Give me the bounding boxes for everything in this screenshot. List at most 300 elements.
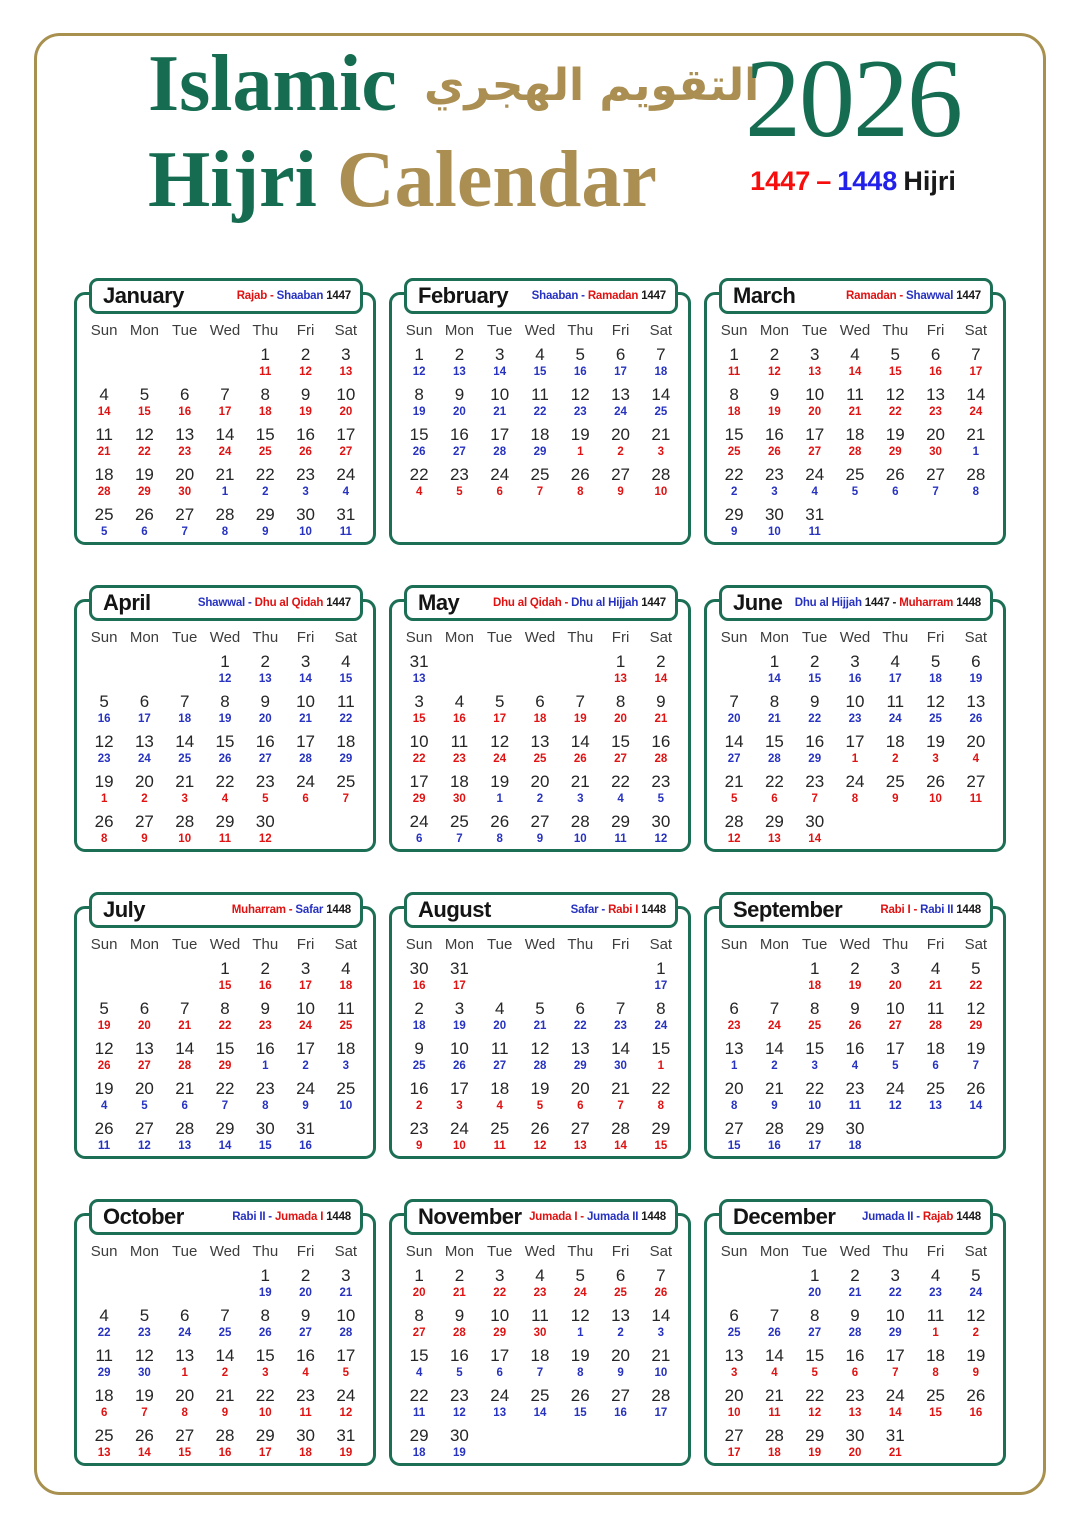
gregorian-date: 20: [134, 772, 154, 791]
gregorian-date: 10: [449, 1039, 469, 1058]
hijri-date: 8: [730, 1100, 738, 1112]
month-days-table: [399, 936, 681, 1158]
hijri-month-part: 1447: [956, 290, 981, 302]
hijri-date: 25: [218, 1327, 232, 1339]
hijri-date: 26: [969, 713, 983, 725]
day-cell: [165, 998, 205, 1038]
day-cell: [480, 771, 520, 811]
day-cell: [754, 464, 794, 504]
gregorian-date: 20: [134, 1079, 154, 1098]
gregorian-date: 14: [651, 385, 671, 404]
hijri-date: 18: [654, 366, 668, 378]
day-cell: [399, 1265, 439, 1305]
gregorian-date: 16: [296, 425, 315, 444]
gregorian-date: 17: [336, 1346, 356, 1365]
day-cell: [641, 464, 681, 504]
day-cell: [875, 1265, 915, 1305]
gregorian-date: 4: [890, 652, 900, 671]
day-cell: [560, 384, 600, 424]
gregorian-date: 9: [850, 999, 860, 1018]
gregorian-date: 15: [651, 1039, 671, 1058]
hijri-date: 27: [808, 446, 822, 458]
day-cell: [641, 811, 681, 851]
hijri-date: 14: [614, 1140, 627, 1152]
hijri-date: 2: [221, 1367, 229, 1379]
gregorian-date: 12: [966, 999, 986, 1018]
month-hijri-label: [195, 597, 351, 609]
day-cell: [754, 384, 794, 424]
gregorian-date: 29: [215, 1119, 235, 1138]
hijri-date: 23: [848, 713, 862, 725]
weekday-fri: Fri: [296, 629, 315, 646]
hijri-date: 29: [533, 446, 547, 458]
hijri-date: 21: [929, 980, 942, 992]
day-cell: [326, 1078, 366, 1118]
weekday-mon: Mon: [759, 629, 790, 646]
hijri-date: 2: [892, 753, 899, 765]
day-cell: [439, 344, 479, 384]
day-cell: [399, 1305, 439, 1345]
gregorian-date: 15: [215, 732, 235, 751]
month-tab: [404, 278, 678, 314]
hijri-date: 4: [771, 1367, 778, 1379]
hijri-date: 28: [453, 1327, 466, 1339]
gregorian-date: 29: [805, 1426, 825, 1445]
gregorian-date: 13: [724, 1346, 744, 1365]
hijri-date: 23: [573, 406, 587, 418]
day-cell: [915, 504, 955, 544]
hijri-date: 29: [339, 753, 353, 765]
hijri-date: 30: [138, 1367, 151, 1379]
hijri-date: 14: [97, 406, 111, 418]
gregorian-date: 5: [99, 692, 109, 711]
day-cell: [560, 651, 600, 691]
hijri-month-part: Ramadan -: [846, 290, 904, 302]
gregorian-date: 9: [850, 1306, 860, 1325]
hijri-date: 24: [138, 753, 151, 765]
hijri-date: 19: [453, 1020, 466, 1032]
gregorian-date: 4: [930, 1266, 941, 1285]
hijri-month-part: 1448: [956, 1211, 981, 1223]
weekday-tue: Tue: [487, 1243, 513, 1260]
day-cell: [84, 691, 124, 731]
hijri-date: 17: [493, 713, 507, 725]
day-cell: [714, 1038, 754, 1078]
gregorian-date: 22: [805, 1386, 825, 1405]
day-cell: [956, 1265, 996, 1305]
day-cell: [245, 504, 285, 544]
gregorian-date: 25: [336, 772, 356, 791]
day-cell: [600, 958, 640, 998]
hijri-date: 4: [496, 1100, 503, 1112]
gregorian-date: 20: [724, 1079, 744, 1098]
weekday-mon: Mon: [444, 629, 475, 646]
day-cell: [754, 1385, 794, 1425]
gregorian-date: 14: [764, 1346, 784, 1365]
hijri-date: 10: [727, 1407, 741, 1419]
gregorian-date: 17: [885, 1346, 905, 1365]
weekday-wed: Wed: [209, 629, 241, 646]
day-cell: [956, 464, 996, 504]
gregorian-date: 11: [531, 1306, 549, 1325]
gregorian-date: 20: [926, 425, 945, 444]
day-cell: [326, 1038, 366, 1078]
calendar-grid: [74, 283, 1006, 1466]
hijri-date: 25: [258, 446, 272, 458]
gregorian-date: 13: [570, 1039, 590, 1058]
day-cell: [480, 731, 520, 771]
hijri-date: 5: [811, 1367, 818, 1379]
gregorian-date: 30: [449, 1426, 469, 1445]
hijri-date: 20: [614, 713, 627, 725]
day-cell: [205, 1425, 245, 1465]
weekday-tue: Tue: [487, 322, 513, 339]
gregorian-date: 10: [409, 732, 429, 751]
hijri-date: 24: [768, 1020, 781, 1032]
day-cell: [165, 731, 205, 771]
month-name: April: [103, 590, 151, 615]
hijri-date: 27: [493, 1060, 507, 1072]
day-cell: [956, 1345, 996, 1385]
hijri-date: 1: [181, 1367, 188, 1379]
day-cell: [714, 384, 754, 424]
day-cell: [84, 998, 124, 1038]
hijri-date: 27: [453, 446, 466, 458]
hijri-date: 16: [614, 1407, 627, 1419]
hijri-date: 15: [888, 366, 902, 378]
gregorian-date: 26: [926, 772, 945, 791]
day-cell: [326, 1305, 366, 1345]
hijri-month-part: 1448: [956, 904, 981, 916]
hijri-date: 11: [768, 1407, 781, 1419]
hijri-date: 8: [972, 486, 980, 498]
hijri-date: 10: [258, 1407, 272, 1419]
hijri-date: 19: [339, 1447, 353, 1459]
hijri-date: 12: [533, 1140, 547, 1152]
weekday-mon: Mon: [444, 322, 475, 339]
day-cell: [480, 691, 520, 731]
gregorian-date: 24: [805, 465, 825, 484]
day-cell: [560, 811, 600, 851]
gregorian-date: 13: [134, 732, 154, 751]
hijri-date: 22: [888, 406, 902, 418]
day-cell: [84, 1425, 124, 1465]
day-cell: [714, 958, 754, 998]
gregorian-date: 21: [175, 1079, 195, 1098]
day-cell: [714, 424, 754, 464]
hijri-date: 6: [302, 793, 309, 805]
weekday-sun: Sun: [90, 629, 118, 646]
hijri-date: 18: [412, 1447, 426, 1459]
day-cell: [714, 1305, 754, 1345]
day-cell: [124, 344, 164, 384]
hijri-date: 20: [299, 1287, 312, 1299]
day-cell: [714, 1078, 754, 1118]
gregorian-date: 10: [336, 385, 356, 404]
gregorian-date: 21: [651, 1346, 671, 1365]
gregorian-date: 16: [255, 1039, 275, 1058]
day-cell: [875, 731, 915, 771]
day-cell: [165, 1265, 205, 1305]
hijri-date: 21: [888, 1447, 902, 1459]
weekday-thu: Thu: [882, 1243, 909, 1260]
weekday-thu: Thu: [882, 936, 909, 953]
hijri-date: 8: [496, 833, 503, 845]
gregorian-date: 27: [530, 812, 550, 831]
day-cell: [124, 651, 164, 691]
gregorian-date: 21: [175, 772, 195, 791]
hijri-date: 14: [533, 1407, 547, 1419]
gregorian-date: 14: [651, 1306, 671, 1325]
day-cell: [875, 998, 915, 1038]
gregorian-date: 1: [656, 959, 666, 978]
day-cell: [641, 1425, 681, 1465]
day-cell: [956, 424, 996, 464]
weekday-wed: Wed: [209, 936, 241, 953]
day-cell: [480, 1265, 520, 1305]
hijri-date: 21: [768, 713, 781, 725]
hijri-date: 24: [969, 1287, 983, 1299]
gregorian-date: 11: [490, 1039, 509, 1058]
gregorian-date: 24: [885, 1079, 905, 1098]
day-cell: [480, 958, 520, 998]
day-cell: [915, 998, 955, 1038]
gregorian-date: 9: [809, 692, 820, 711]
hijri-month-part: 1448: [956, 597, 981, 609]
gregorian-date: 22: [805, 1079, 825, 1098]
hijri-date: 26: [97, 1060, 111, 1072]
day-cell: [520, 691, 560, 731]
gregorian-date: 8: [615, 692, 626, 711]
gregorian-date: 26: [490, 812, 510, 831]
day-cell: [956, 504, 996, 544]
day-cell: [165, 344, 205, 384]
hijri-date: 5: [730, 793, 738, 805]
hijri-date: 14: [768, 673, 781, 685]
day-cell: [795, 771, 835, 811]
hijri-date: 23: [97, 753, 111, 765]
weekday-tue: Tue: [487, 936, 513, 953]
gregorian-date: 5: [575, 1266, 585, 1285]
month-days-table: [399, 322, 681, 504]
hijri-date: 10: [299, 526, 312, 538]
gregorian-date: 10: [845, 692, 865, 711]
gregorian-date: 1: [220, 959, 230, 978]
hijri-date: 8: [100, 833, 108, 845]
gregorian-date: 16: [845, 1346, 865, 1365]
day-cell: [439, 464, 479, 504]
gregorian-date: 19: [490, 772, 510, 791]
hijri-date: 27: [412, 1327, 426, 1339]
day-cell: [165, 1345, 205, 1385]
day-cell: [399, 344, 439, 384]
day-cell: [835, 1425, 875, 1465]
day-cell: [520, 958, 560, 998]
hijri-date: 23: [929, 406, 942, 418]
hijri-date: 29: [493, 1327, 507, 1339]
gregorian-date: 4: [535, 1266, 545, 1285]
hijri-date: 19: [97, 1020, 111, 1032]
hijri-month-part: Dhu al Hijjah: [571, 597, 639, 609]
day-cell: [165, 1425, 205, 1465]
gregorian-date: 27: [724, 1426, 744, 1445]
hijri-date: 17: [969, 366, 983, 378]
weekday-fri: Fri: [926, 629, 945, 646]
hijri-month-part: Dhu al Qidah: [254, 597, 324, 609]
weekday-mon: Mon: [759, 936, 790, 953]
day-cell: [124, 504, 164, 544]
day-cell: [835, 424, 875, 464]
hijri-date: 25: [929, 713, 942, 725]
hijri-date: 25: [533, 753, 547, 765]
hijri-date: 19: [299, 406, 312, 418]
gregorian-date: 24: [296, 1079, 315, 1098]
weekday-wed: Wed: [839, 322, 871, 339]
gregorian-date: 21: [724, 772, 744, 791]
gregorian-date: 25: [336, 1079, 356, 1098]
month-block-july: [74, 897, 376, 1159]
hijri-date: 23: [727, 1020, 741, 1032]
day-cell: [84, 731, 124, 771]
hijri-month-part: 1448: [326, 904, 351, 916]
day-cell: [600, 731, 640, 771]
gregorian-date: 31: [336, 505, 356, 524]
gregorian-date: 30: [805, 812, 825, 831]
hijri-date: 11: [848, 1100, 862, 1112]
hijri-date: 16: [178, 406, 192, 418]
gregorian-date: 26: [570, 465, 590, 484]
hijri-date: 4: [415, 486, 423, 498]
gregorian-date: 7: [729, 692, 739, 711]
day-cell: [480, 384, 520, 424]
day-cell: [520, 1118, 560, 1158]
weekday-sat: Sat: [964, 936, 988, 953]
day-cell: [560, 998, 600, 1038]
gregorian-date: 28: [215, 505, 235, 524]
day-cell: [205, 384, 245, 424]
weekday-mon: Mon: [759, 322, 790, 339]
weekday-tue: Tue: [802, 629, 828, 646]
title-islamic: Islamic: [148, 40, 397, 128]
day-cell: [439, 1038, 479, 1078]
hijri-date: 7: [141, 1407, 148, 1419]
day-cell: [835, 771, 875, 811]
gregorian-date: 13: [611, 385, 630, 404]
day-cell: [480, 344, 520, 384]
gregorian-date: 11: [926, 999, 945, 1018]
gregorian-date: 25: [490, 1119, 510, 1138]
hijri-date: 3: [181, 793, 188, 805]
day-cell: [714, 1385, 754, 1425]
weekday-fri: Fri: [296, 1243, 315, 1260]
hijri-date: 7: [892, 1367, 899, 1379]
day-cell: [795, 464, 835, 504]
day-cell: [165, 464, 205, 504]
hijri-date: 17: [453, 980, 466, 992]
day-cell: [875, 1078, 915, 1118]
gregorian-date: 14: [570, 732, 590, 751]
weekday-sat: Sat: [964, 1243, 988, 1260]
gregorian-date: 30: [296, 505, 315, 524]
hijri-date: 19: [573, 713, 587, 725]
hijri-date: 22: [339, 713, 353, 725]
day-cell: [84, 504, 124, 544]
gregorian-date: 8: [220, 999, 230, 1018]
hijri-date: 15: [573, 1407, 587, 1419]
day-cell: [399, 1078, 439, 1118]
day-cell: [245, 1305, 285, 1345]
day-cell: [84, 771, 124, 811]
day-cell: [915, 1038, 955, 1078]
hijri-date: 21: [299, 713, 312, 725]
gregorian-date: 13: [724, 1039, 744, 1058]
hijri-date: 28: [848, 1327, 862, 1339]
hijri-date: 17: [888, 673, 902, 685]
gregorian-date: 13: [611, 1306, 630, 1325]
day-cell: [124, 464, 164, 504]
gregorian-date: 8: [414, 1306, 424, 1325]
gregorian-date: 17: [490, 1346, 510, 1365]
day-cell: [165, 504, 205, 544]
hijri-month-part: 1448: [326, 1211, 351, 1223]
gregorian-date: 26: [570, 1386, 590, 1405]
gregorian-date: 29: [764, 812, 784, 831]
hijri-date: 5: [141, 1100, 148, 1112]
hijri-date: 2: [141, 793, 148, 805]
hijri-date: 25: [654, 406, 668, 418]
gregorian-date: 6: [729, 1306, 739, 1325]
hijri-date: 29: [969, 1020, 983, 1032]
day-cell: [285, 771, 325, 811]
hijri-date: 13: [614, 673, 627, 685]
gregorian-date: 8: [729, 385, 739, 404]
day-cell: [560, 1345, 600, 1385]
gregorian-date: 17: [490, 425, 510, 444]
day-cell: [714, 1345, 754, 1385]
hijri-date: 6: [496, 1367, 503, 1379]
hijri-date: 14: [138, 1447, 151, 1459]
day-cell: [956, 958, 996, 998]
day-cell: [84, 651, 124, 691]
day-cell: [754, 424, 794, 464]
day-cell: [795, 1425, 835, 1465]
hijri-date: 10: [178, 833, 192, 845]
day-cell: [915, 731, 955, 771]
day-cell: [714, 651, 754, 691]
day-cell: [875, 1385, 915, 1425]
day-cell: [795, 424, 835, 464]
gregorian-date: 12: [134, 425, 154, 444]
gregorian-date: 15: [724, 425, 744, 444]
day-cell: [480, 1078, 520, 1118]
day-cell: [714, 691, 754, 731]
weekday-sat: Sat: [334, 629, 358, 646]
month-days-table: [84, 1243, 366, 1465]
weekday-mon: Mon: [444, 1243, 475, 1260]
gregorian-date: 26: [94, 812, 114, 831]
hijri-date: 4: [415, 1367, 423, 1379]
gregorian-date: 17: [449, 1079, 469, 1098]
gregorian-date: 9: [454, 385, 465, 404]
day-cell: [835, 1385, 875, 1425]
day-cell: [600, 1078, 640, 1118]
month-tab: [89, 892, 363, 928]
gregorian-date: 20: [175, 1386, 195, 1405]
gregorian-date: 10: [490, 385, 510, 404]
hijri-date: 6: [141, 526, 148, 538]
gregorian-date: 3: [454, 999, 465, 1018]
hijri-month-part: Jumada I -: [529, 1211, 584, 1223]
